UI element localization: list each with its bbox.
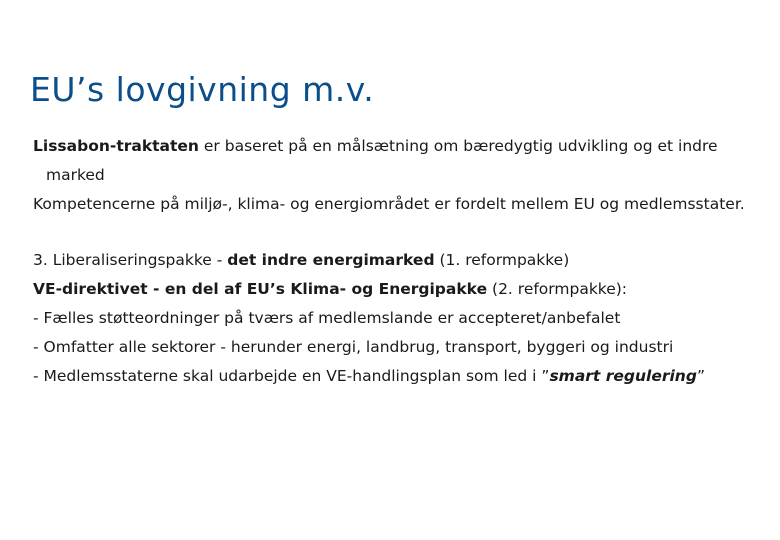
slide-title: EU’s lovgivning m.v.: [30, 70, 375, 109]
list-item-stoetteordninger: [33, 304, 753, 333]
paragraph-lissabon: [33, 132, 753, 190]
list-item-handlingsplan: [33, 362, 753, 391]
handlingsplan-suffix: ”: [696, 367, 705, 385]
paragraph-ve-direktivet: [33, 275, 753, 304]
paragraph-kompetencer: [33, 190, 753, 219]
handlingsplan-prefix: - Medlemsstaterne skal udarbejde en VE-handlingsplan som led i ”: [33, 367, 550, 385]
smart-regulering-term: smart regulering: [549, 367, 697, 385]
stoetteordninger-text: - Fælles støtteordninger på tværs af medlemslande er accepteret/anbefalet: [33, 309, 621, 327]
liberalisering-prefix: 3. Liberaliseringspakke -: [33, 251, 228, 269]
paragraph-liberalisering: [33, 246, 753, 275]
list-item-sektorer: [33, 333, 753, 362]
liberalisering-suffix: (1. reformpakke): [434, 251, 570, 269]
lissabon-term: Lissabon-traktaten: [33, 137, 199, 155]
liberalisering-term: det indre energimarked: [227, 251, 435, 269]
sektorer-text: - Omfatter alle sektorer - herunder energi, landbrug, transport, byggeri og industri: [33, 338, 674, 356]
ve-direktivet-term: VE-direktivet - en del af EU’s Klima- og Energipakke: [33, 280, 488, 298]
ve-direktivet-suffix: (2. reformpakke):: [487, 280, 628, 298]
kompetencer-text: Kompetencerne på miljø-, klima- og energiområdet er fordelt mellem EU og medlemsstater.: [33, 195, 745, 213]
spacer: [33, 219, 753, 246]
slide-body: [33, 132, 753, 391]
lissabon-text: er baseret på en målsætning om bæredygtig udvikling og et indre marked: [46, 137, 718, 184]
